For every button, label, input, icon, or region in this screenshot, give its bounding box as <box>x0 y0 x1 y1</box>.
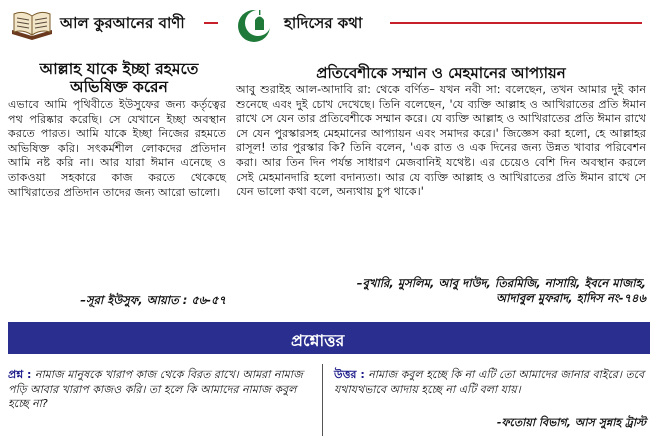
hadith-body: আবু শুরাইহ আল-আদাবি রা: থেকে বর্ণিত– যখন নবী সা: বলেছেন, তখন আমার দুই কান শুনেছে এবং দুই চোখ দেখেছে। তিনি বলেছেন, 'যে ব্যক্তি আল্লাহ ও আখিরাতের প্রতি ঈমান রাখে সে যেন তার প্রতিবেশীকে সম্মান করে। যে ব্যক্তি আল্লাহ ও আখিরাতের প্রতি ঈমান রাখে সে যেন পুরস্কারসহ মেহমানের আপ্যায়ন এবং সমাদর করে।' জিজ্ঞেস করা হলো, হে আল্লাহর রাসূল! তার পুরস্কার কি? তিনি বলেন, 'এক রাত ও এক দিনের জন্য উন্নত খাবার পরিবেশন করা। আর তিন দিন পর্যন্ত সাধারণ মেজবানিই যথেষ্ট। এর চেয়েও বেশি দিন অবস্থান করলে সেই মেহমানদারি হলো বদান্যতা। আর যে ব্যক্তি আল্লাহ ও আখিরাতের প্রতি ঈমান রাখে সে যেন ভালো কথা বলে, অন্যথায় চুপ থাকে।' <box>236 83 646 199</box>
qa-section-band <box>8 322 650 354</box>
hadith-reference <box>236 276 646 306</box>
open-quran-icon <box>8 4 56 40</box>
hadith-section-header: হাদিসের কথা <box>284 14 363 32</box>
mosque-crescent-icon <box>234 4 274 44</box>
answer-source: -ফতোয়া বিভাগ, আস সুন্নাহ ট্রাস্ট <box>496 416 646 429</box>
quran-title-line1: আল্লাহ যাকে ইচ্ছা রহমতে <box>39 60 199 78</box>
hadith-title: প্রতিবেশীকে সম্মান ও মেহমানের আপ্যায়ন <box>316 64 566 82</box>
hadith-reference-line1: –বুখারি, মুসলিম, আবু দাউদ, তিরমিজি, নাসায়ি, ইবনে মাজাহ, <box>356 276 646 290</box>
hadith-header-rule <box>390 22 642 24</box>
quran-reference: –সূরা ইউসুফ, আয়াত : ৫৬-৫৭ <box>80 293 226 307</box>
answer-text: নামাজ কবুল হচ্ছে কি না এটি তো আমাদের জানার বাইরে। তবে যথাযথভাবে আদায় হচ্ছে না এটি বলা যায়। <box>334 368 645 396</box>
hadith-reference-line2: আদাবুল মুফরাদ, হাদিস নং-৭৪৬ <box>496 291 646 305</box>
qa-column-divider <box>322 364 323 436</box>
quran-title-line2: অভিষিক্ত করেন <box>70 78 168 96</box>
quran-section-header: আল কুরআনের বাণী <box>60 14 185 32</box>
question-label: প্রশ্ন : <box>8 368 32 381</box>
qa-question <box>8 368 312 412</box>
qa-answer <box>334 368 646 397</box>
qa-section-header: প্রশ্নোত্তর <box>291 331 345 350</box>
question-text: নামাজ মানুষকে খারাপ কাজ থেকে বিরত রাখে। আমরা নামাজ পড়ি আবার খারাপ কাজও করি। তা হলে কি আমাদের নামাজ কবুল হচ্ছে না? <box>8 368 303 410</box>
quran-title <box>8 60 230 96</box>
quran-body: এভাবে আমি পৃথিবীতে ইউসুফের জন্য কর্তৃত্বের পথ পরিষ্কার করেছি। সে যেখানে ইচ্ছা অবস্থান করতে পারত। আমি যাকে ইচ্ছা নিজের রহমতে অভিষিক্ত করি। সৎকর্মশীল লোকদের প্রতিদান আমি নষ্ট করি না। আর যারা ঈমান এনেছে ও তাকওয়া সহকারে কাজ করতে থেকেছে আখিরাতের প্রতিদান তাদের জন্য আরো ভালো। <box>8 98 226 199</box>
answer-label: উত্তর : <box>334 368 365 381</box>
quran-header-rule <box>204 22 218 24</box>
